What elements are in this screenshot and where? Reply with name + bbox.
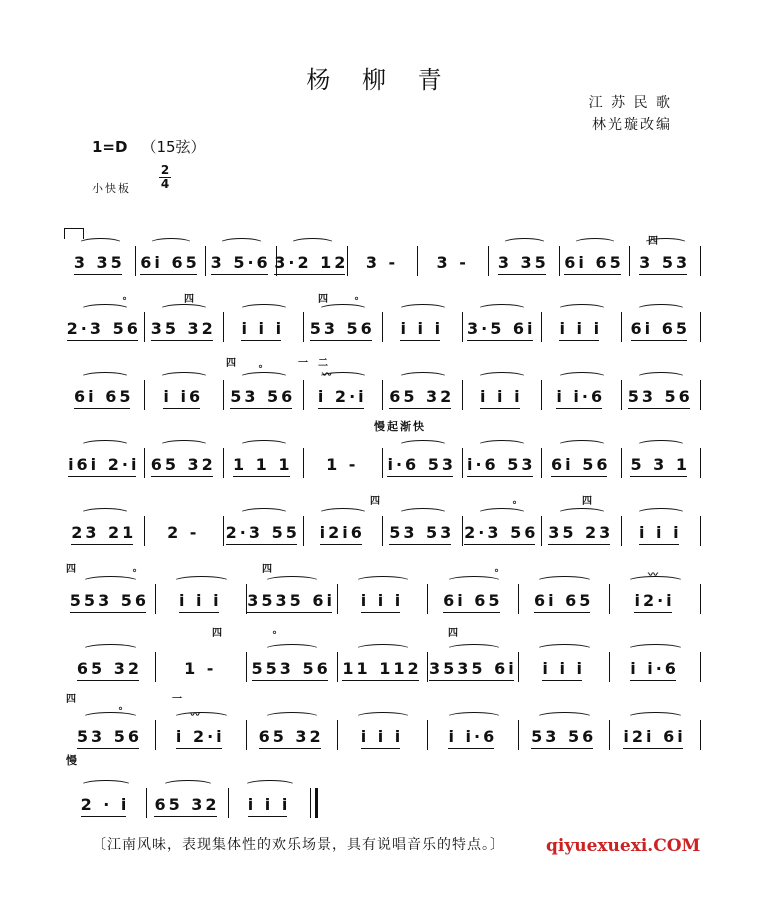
staff-row	[64, 782, 700, 818]
measure-notes: 65 32	[258, 727, 324, 746]
measure	[135, 240, 206, 276]
staff-row	[64, 442, 700, 478]
barline	[700, 516, 701, 546]
staff-row	[64, 578, 700, 614]
measure-notes: 3·5 6i	[466, 319, 536, 338]
barline	[700, 652, 701, 682]
slur-mark	[264, 576, 321, 587]
measure-notes: i i i	[247, 795, 291, 814]
measure	[303, 374, 383, 410]
measure-notes: i i i	[360, 591, 404, 610]
measure-notes: 3 53	[639, 253, 691, 272]
slur-mark	[398, 440, 448, 451]
slur-mark	[173, 576, 230, 587]
measure-notes: i6i 2·i	[68, 455, 140, 474]
slur-mark	[173, 712, 230, 723]
slur-mark	[536, 576, 593, 587]
measure	[462, 306, 542, 342]
measure-notes: 5 3 1	[630, 455, 691, 474]
measure-notes: i i i	[559, 319, 603, 338]
slur-mark	[264, 644, 321, 655]
fingering-mark: 一	[298, 358, 308, 369]
slur-mark	[244, 780, 295, 791]
measure	[337, 714, 428, 750]
slur-mark	[80, 508, 130, 519]
measure-notes: 65 32	[389, 387, 455, 406]
measure	[629, 240, 700, 276]
slur-mark	[636, 508, 686, 519]
measure	[347, 240, 418, 276]
measure	[382, 442, 462, 478]
fingering-mark: 一	[172, 694, 182, 705]
measure-notes: 11 112	[342, 659, 422, 678]
arranger: 林光璇改编	[592, 117, 672, 133]
measure	[64, 442, 144, 478]
time-signature-bottom: 4	[160, 177, 170, 191]
measure-notes: 53 56	[309, 319, 375, 338]
slur-mark	[219, 238, 263, 249]
measure-notes: 1 -	[184, 659, 217, 678]
measure	[303, 510, 383, 546]
measure-notes: 35 32	[150, 319, 216, 338]
key-strings: （15弦）	[141, 138, 206, 156]
measure-notes: 53 56	[230, 387, 296, 406]
tempo-marking: 小快板	[92, 182, 131, 195]
slur-mark	[80, 780, 131, 791]
slur-mark	[355, 644, 412, 655]
measure	[205, 240, 276, 276]
fingering-mark: 四	[318, 294, 328, 305]
fingering-mark: 四	[226, 358, 236, 369]
measure	[382, 306, 462, 342]
measure-notes: 2·3 56	[66, 319, 141, 338]
measure	[64, 782, 146, 818]
slur-mark	[239, 372, 289, 383]
measure-notes: 6i 65	[630, 319, 690, 338]
slur-mark	[446, 712, 503, 723]
measure-notes: i i6	[163, 387, 204, 406]
measure-notes: 1 1 1	[232, 455, 293, 474]
harmonic-mark: °	[354, 296, 359, 307]
song-origin: 江 苏 民 歌	[588, 95, 672, 111]
slur-mark	[355, 712, 412, 723]
fingering-mark: 二	[318, 358, 328, 369]
slur-mark	[636, 372, 686, 383]
measure	[541, 442, 621, 478]
measure-notes: 2 -	[167, 523, 200, 542]
barline	[700, 448, 701, 478]
measure-notes: 65 32	[76, 659, 142, 678]
slur-mark	[502, 238, 546, 249]
staff-row	[64, 714, 700, 750]
measure	[427, 714, 518, 750]
measure-notes: i i i	[360, 727, 404, 746]
fingering-mark: 四	[184, 294, 194, 305]
measure-notes: 1 -	[326, 455, 359, 474]
footnote: 〔江南风味，表现集体性的欢乐场景，具有说唱音乐的特点。〕	[92, 837, 505, 853]
staff-row	[64, 510, 700, 546]
slur-mark	[557, 508, 607, 519]
harmonic-mark: °	[272, 630, 277, 641]
measure-notes: 6i 65	[533, 591, 594, 610]
slur-mark	[318, 304, 368, 315]
slur-mark	[636, 304, 686, 315]
fingering-mark: 四	[262, 564, 272, 575]
measure	[223, 374, 303, 410]
measure-notes: 53 56	[531, 727, 597, 746]
measure-notes: 553 56	[69, 591, 150, 610]
time-signature-top: 2	[160, 163, 170, 177]
measure	[621, 374, 701, 410]
slur-mark	[239, 508, 289, 519]
measure-notes: 2 · i	[80, 795, 130, 814]
slur-mark	[82, 576, 139, 587]
slur-mark	[557, 372, 607, 383]
measure	[609, 646, 700, 682]
slur-mark	[159, 440, 209, 451]
measure	[303, 306, 383, 342]
slur-mark	[557, 440, 607, 451]
fingering-mark: 四	[212, 628, 222, 639]
measure-notes: 3 5·6	[210, 253, 271, 272]
slur-mark	[159, 304, 209, 315]
measure-notes: 3·2 12	[274, 253, 349, 272]
measure-notes: i 2·i	[317, 387, 367, 406]
measure-notes: i i i	[479, 387, 523, 406]
measure	[541, 306, 621, 342]
measure	[64, 306, 144, 342]
barline	[700, 720, 701, 750]
measure	[228, 782, 310, 818]
slur-mark	[536, 712, 593, 723]
system-bracket	[64, 228, 84, 239]
slur-mark	[290, 238, 334, 249]
barline	[700, 380, 701, 410]
measure	[64, 510, 144, 546]
measure-notes: 553 56	[251, 659, 331, 678]
annotation-speedup: 慢起渐快	[374, 420, 426, 433]
harmonic-mark: °	[494, 568, 499, 579]
harmonic-mark: °	[258, 364, 263, 375]
measure	[64, 714, 155, 750]
measure-notes: 35 23	[548, 523, 614, 542]
slur-mark	[573, 238, 617, 249]
measure	[223, 442, 303, 478]
time-signature	[159, 164, 171, 191]
slur-mark	[149, 238, 193, 249]
final-barline	[310, 788, 318, 818]
staff-row	[64, 240, 700, 276]
slur-mark	[80, 372, 130, 383]
measure	[462, 374, 542, 410]
measure-notes: 6i 65	[74, 387, 134, 406]
measure	[518, 578, 609, 614]
barline	[700, 312, 701, 342]
measure	[64, 374, 144, 410]
measure	[518, 646, 609, 682]
tremolo-mark: 〰	[322, 370, 332, 381]
measure-notes: i2i 6i	[623, 727, 686, 746]
measure	[144, 306, 224, 342]
measure-notes: i i·6	[448, 727, 498, 746]
barline	[700, 246, 701, 276]
measure	[146, 782, 228, 818]
tremolo-mark: 〰	[648, 570, 658, 581]
measure	[144, 510, 224, 546]
slur-mark	[627, 712, 684, 723]
measure	[155, 646, 246, 682]
measure	[337, 646, 428, 682]
fingering-mark: 四	[370, 496, 380, 507]
measure	[621, 442, 701, 478]
measure-notes: 6i 65	[443, 591, 503, 610]
slur-mark	[239, 304, 289, 315]
fingering-mark: 四	[66, 564, 76, 575]
slur-mark	[477, 304, 527, 315]
slur-mark	[398, 372, 448, 383]
slur-mark	[80, 440, 130, 451]
key-label: 1=D	[92, 138, 128, 156]
slur-mark	[159, 372, 209, 383]
measure-notes: 6i 56	[551, 455, 611, 474]
measure-notes: i i i	[241, 319, 285, 338]
measure	[144, 442, 224, 478]
measure	[621, 306, 701, 342]
slur-mark	[239, 440, 289, 451]
measure-notes: i·6 53	[387, 455, 457, 474]
measure	[559, 240, 630, 276]
slur-mark	[318, 508, 368, 519]
measure-notes: i i i	[542, 659, 585, 678]
slur-mark	[477, 440, 527, 451]
measure-notes: 65 32	[150, 455, 216, 474]
harmonic-mark: °	[118, 706, 123, 717]
measure	[223, 306, 303, 342]
measure-notes: 3 -	[436, 253, 469, 272]
score-title: 杨 柳 青	[306, 66, 454, 94]
measure-notes: 3535 6i	[428, 659, 517, 678]
measure	[427, 646, 518, 682]
measure-notes: 3 35	[73, 253, 125, 272]
tremolo-mark: 〰	[190, 710, 200, 721]
measure	[488, 240, 559, 276]
measure-notes: 3 -	[365, 253, 399, 272]
measure-notes: i i i	[638, 523, 682, 542]
slur-mark	[78, 238, 122, 249]
measure-notes: 53 56	[76, 727, 142, 746]
measure	[155, 578, 246, 614]
measure-notes: 3 35	[497, 253, 549, 272]
annotation-slow: 慢	[66, 754, 77, 767]
measure	[541, 374, 621, 410]
measure-notes: i2·i	[634, 591, 675, 610]
measure	[64, 578, 155, 614]
watermark-logo: qiyuexuexi.COM	[546, 836, 701, 856]
slur-mark	[477, 372, 527, 383]
measure-notes: 65 32	[154, 795, 220, 814]
measure-notes: 6i 65	[140, 253, 200, 272]
measure	[276, 240, 347, 276]
measure-notes: 53 56	[627, 387, 693, 406]
measure	[144, 374, 224, 410]
slur-mark	[82, 712, 139, 723]
measure-notes: 6i 65	[564, 253, 624, 272]
slur-mark	[557, 304, 607, 315]
slur-mark	[636, 440, 686, 451]
slur-mark	[355, 576, 412, 587]
staff-row	[64, 306, 700, 342]
measure	[337, 578, 428, 614]
measure-notes: i i i	[400, 319, 444, 338]
harmonic-mark: °	[132, 568, 137, 579]
measure	[303, 442, 383, 478]
barline	[700, 584, 701, 614]
slur-mark	[162, 780, 213, 791]
measure	[427, 578, 518, 614]
slur-mark	[536, 644, 593, 655]
slur-mark	[264, 712, 321, 723]
measure-notes: i i i	[178, 591, 222, 610]
measure-notes: 23 21	[71, 523, 137, 542]
measure-notes: 2·3 56	[464, 523, 539, 542]
key-signature	[92, 136, 206, 157]
measure	[246, 578, 337, 614]
harmonic-mark: °	[122, 296, 127, 307]
slur-mark	[398, 508, 448, 519]
measure-notes: 3535 6i	[247, 591, 335, 610]
slur-mark	[82, 644, 139, 655]
staff-row	[64, 646, 700, 682]
fingering-mark: 四	[648, 236, 658, 247]
measure-notes: i2i6	[319, 523, 365, 542]
staff-row	[64, 374, 700, 410]
measure	[462, 442, 542, 478]
fingering-mark: 四	[66, 694, 76, 705]
harmonic-mark: °	[512, 500, 517, 511]
measure	[223, 510, 303, 546]
measure-notes: i·6 53	[466, 455, 536, 474]
slur-mark	[477, 508, 527, 519]
measure	[246, 714, 337, 750]
measure	[621, 510, 701, 546]
measure	[462, 510, 542, 546]
slur-mark	[627, 644, 684, 655]
measure	[417, 240, 488, 276]
measure	[64, 240, 135, 276]
composer-credit	[589, 92, 672, 136]
measure-notes: 53 53	[389, 523, 455, 542]
measure	[382, 510, 462, 546]
measure-notes: 2·3 55	[225, 523, 300, 542]
measure	[609, 578, 700, 614]
measure-notes: i 2·i	[175, 727, 225, 746]
measure	[64, 646, 155, 682]
measure	[609, 714, 700, 750]
slur-mark	[446, 644, 503, 655]
measure	[246, 646, 337, 682]
measure	[155, 714, 246, 750]
fingering-mark: 四	[582, 496, 592, 507]
measure	[518, 714, 609, 750]
measure-notes: i i·6	[630, 659, 679, 678]
measure	[382, 374, 462, 410]
measure-notes: i i·6	[556, 387, 606, 406]
fingering-mark: 四	[448, 628, 458, 639]
measure	[541, 510, 621, 546]
slur-mark	[398, 304, 448, 315]
